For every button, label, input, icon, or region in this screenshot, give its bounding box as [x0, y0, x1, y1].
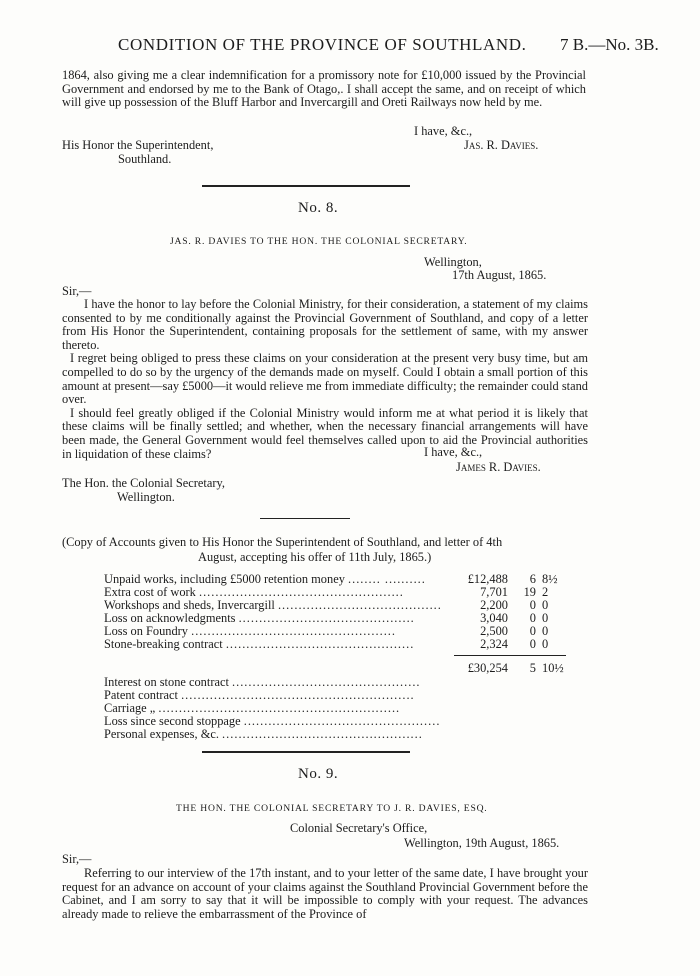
letter-8-paragraph-1: I have the honor to lay before the Colonial Ministry, for their consideration, a statement of my claims consented to by me conditionally against the Provincial Government of Southland, and copy of a letter from His Honor the Superintendent, containing proposals for the settlement of same, with my answer thereto. [62, 297, 588, 352]
account-extra-row: Loss since second stoppage ................................................ [104, 714, 441, 728]
letter-9-date: Wellington, 19th August, 1865. [404, 836, 560, 850]
letter-8-addressee-line-2: Wellington. [117, 490, 175, 504]
letter-8-salutation: Sir,— [62, 284, 92, 298]
letter-8-signature: James R. Davies. [456, 460, 541, 474]
intro-signature: Jas. R. Davies. [464, 138, 539, 152]
letter-8-closing: I have, &c., [424, 445, 483, 459]
page-header-title: CONDITION OF THE PROVINCE OF SOUTHLAND. [118, 35, 527, 54]
letter-9-heading: THE HON. THE COLONIAL SECRETARY TO J. R. DAVIES, ESQ. [176, 803, 488, 814]
intro-text: 1864, also giving me a clear indemnification for a promissory note for £10,000 issued by the Provincial Government and endorsed by me to the Bank of Otago,. I shall accept the same, and on receipt of which will give up possession of the Bluff Harbor and Invercargill and Oreti Railways now held by me. [62, 68, 586, 110]
total-shillings: 5 [529, 661, 536, 675]
total-pounds: £30,254 [467, 661, 508, 675]
account-shillings: 0 [529, 598, 536, 612]
account-total-row [104, 662, 604, 675]
letter-9-salutation: Sir,— [62, 852, 92, 866]
letter-9-body [62, 867, 588, 921]
intro-addressee-line-1: His Honor the Superintendent, [62, 138, 214, 152]
account-shillings: 0 [529, 611, 536, 625]
account-pence: 8½ [542, 572, 558, 586]
page-reference: 7 B.—No. 3B. [560, 35, 659, 54]
account-pence: 0 [542, 611, 549, 625]
account-extra-row: Carriage „ ........................................................... [104, 701, 401, 715]
letter-8-number: No. 8. [298, 200, 339, 216]
account-label: Loss on acknowledgments ........................................... [104, 611, 415, 625]
account-label: Extra cost of work .................................................. [104, 585, 404, 599]
account-pounds: 7,701 [480, 585, 508, 599]
account-extra-row: Personal expenses, &c. ................................................. [104, 727, 423, 741]
short-divider [260, 518, 350, 519]
intro-closing: I have, &c., [414, 124, 473, 138]
account-shillings: 6 [529, 572, 536, 586]
account-shillings: 19 [523, 585, 536, 599]
account-pounds: 2,324 [480, 637, 508, 651]
letter-8-paragraph-3: I should feel greatly obliged if the Colonial Ministry would inform me at what period it is likely that these claims will be finally settled; and whether, when the necessary financial arrangements will have been made, the General Government would feel themselves called upon to aid the Provincial authorities in liquidation of these claims? [62, 405, 588, 461]
letter-8-paragraph-2: I regret being obliged to press these claims on your consideration at the present very busy time, but am compelled to do so by the urgency of the demands made on myself. Could I obtain a small portion of this amount at present—say £5000—it would relieve me from immediate difficulty; the remainder could stand over. [62, 351, 588, 407]
letter-8-heading: JAS. R. DAVIES TO THE HON. THE COLONIAL SECRETARY. [170, 236, 468, 247]
account-label: Stone-breaking contract .............................................. [104, 637, 415, 651]
intro-addressee-line-2: Southland. [118, 152, 172, 166]
account-pence: 2 [542, 585, 549, 599]
total-rule [454, 655, 566, 656]
account-label: Workshops and sheds, Invercargill ........................................ [104, 598, 442, 612]
letter-9-office: Colonial Secretary's Office, [290, 821, 428, 835]
letter-8-body [62, 298, 588, 461]
letter-9-number: No. 9. [298, 766, 339, 782]
section-divider [202, 185, 410, 187]
total-pence: 10½ [542, 661, 564, 675]
intro-paragraph [62, 69, 586, 110]
letter-8-place: Wellington, [424, 255, 482, 269]
account-pounds: 2,200 [480, 598, 508, 612]
account-pence: 0 [542, 624, 549, 638]
account-pounds: 2,500 [480, 624, 508, 638]
account-shillings: 0 [529, 637, 536, 651]
account-extra-row: Patent contract ......................................................... [104, 688, 415, 702]
account-shillings: 0 [529, 624, 536, 638]
account-label: Unpaid works, including £5000 retention money ........ .......... [104, 572, 426, 586]
account-pounds: 3,040 [480, 611, 508, 625]
section-divider [202, 751, 410, 753]
account-pence: 0 [542, 637, 549, 651]
account-row [104, 638, 604, 651]
letter-8-addressee-line-1: The Hon. the Colonial Secretary, [62, 476, 225, 490]
letter-8-date: 17th August, 1865. [452, 268, 547, 282]
account-pounds: £12,488 [467, 572, 508, 586]
letter-9-paragraph-1: Referring to our interview of the 17th instant, and to your letter of the same date, I have brought your request for an advance on account of your claims against the Southland Provincial Government before the Cabinet, and I am sorry to say that it will be impossible to comply with your request. The advances already made to relieve the embarrassment of the Province of [62, 866, 588, 921]
account-pence: 0 [542, 598, 549, 612]
account-label: Loss on Foundry .................................................. [104, 624, 396, 638]
account-extra-row: Interest on stone contract .............................................. [104, 675, 421, 689]
accounts-intro-line-2: August, accepting his offer of 11th July, 1865.) [198, 550, 432, 564]
accounts-intro-line-1: (Copy of Accounts given to His Honor the Superintendent of Southland, and letter of 4th [62, 535, 503, 549]
